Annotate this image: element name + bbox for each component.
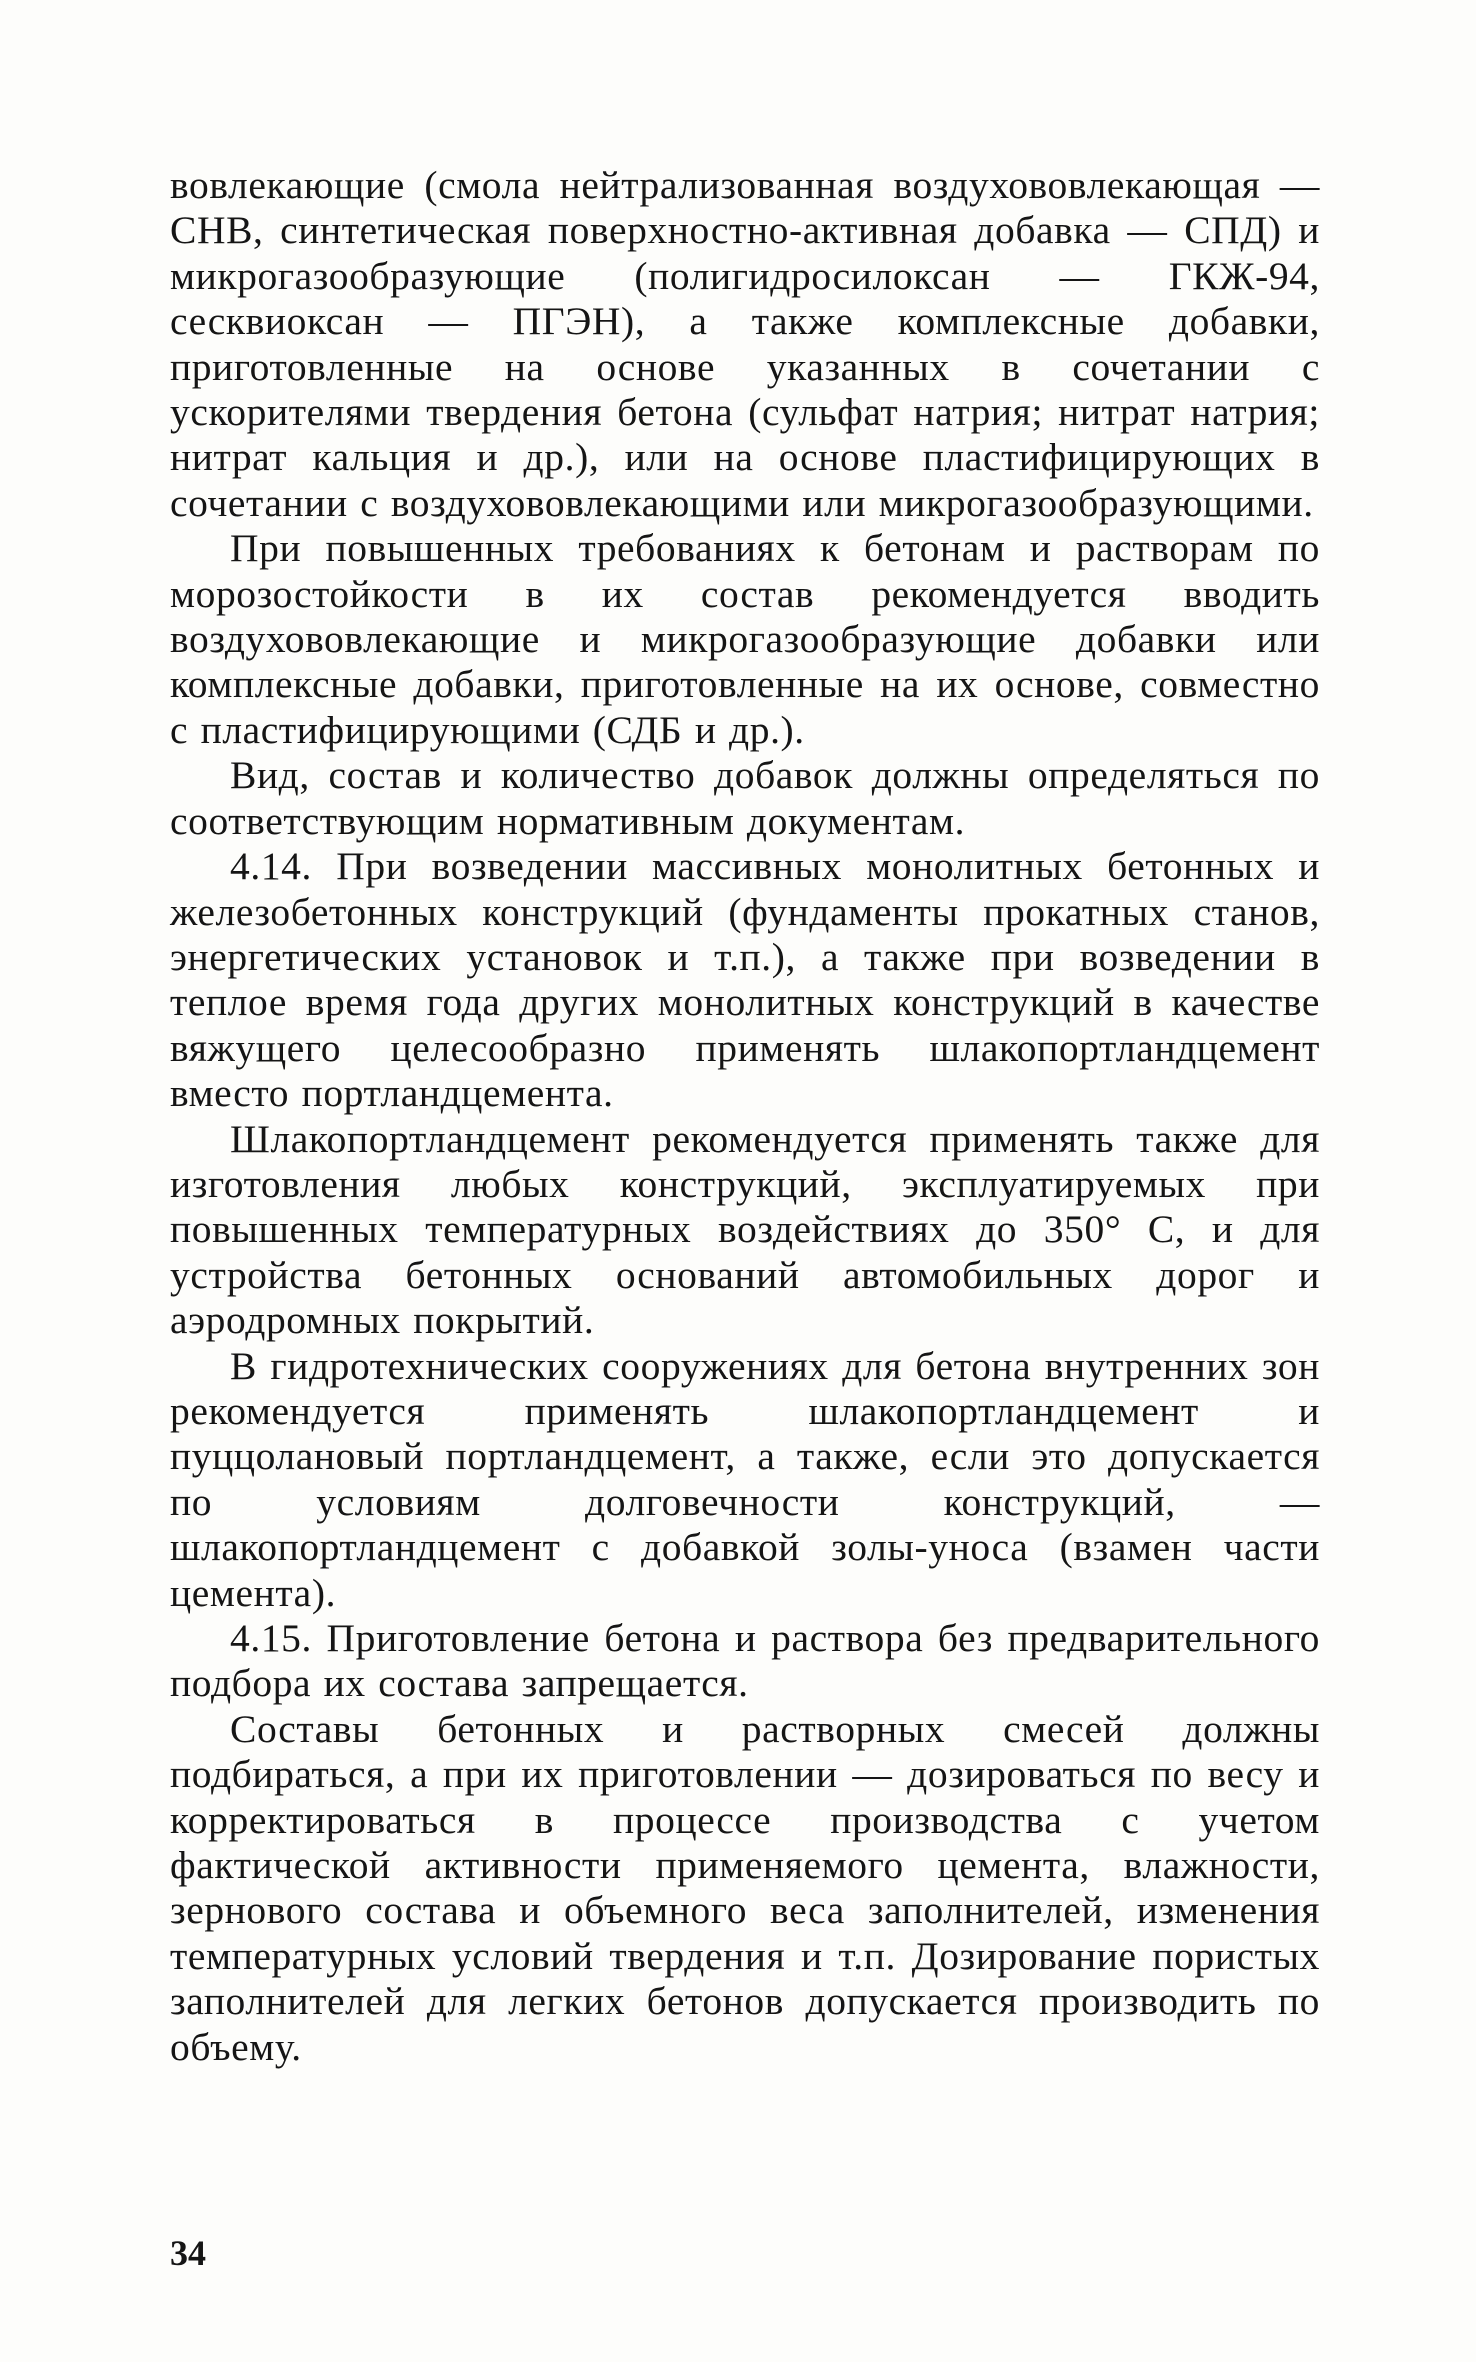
paragraph: Составы бетонных и растворных смесей должны подбираться, а при их приготовлении — дозироваться по весу и корректироваться в процессе производства с учетом фактической активности применяемого цемента, влажности, зернового состава и объемного веса заполнителей, изменения температурных условий твердения и т.п. Дозирование пористых заполнителей для легких бетонов допускается производить по объему. (170, 1706, 1320, 2069)
page-number: 34 (170, 2233, 206, 2273)
paragraph: Шлакопортландцемент рекомендуется применять также для изготовления любых конструкций, эксплуатируемых при повышенных температурных воздействиях до 350° С, и для устройства бетонных оснований автомобильных дорог и аэродромных покрытий. (170, 1116, 1320, 1343)
paragraph: 4.15. Приготовление бетона и раствора без предварительного подбора их состава запрещается. (170, 1616, 1320, 1706)
paragraph: При повышенных требованиях к бетонам и растворам по морозостойкости в их состав рекомендуется вводить воздухововлекающие и микрогазообразующие добавки или комплексные добавки, приготовленные на их основе, совместно с пластифицирующими (СДБ и др.). (170, 526, 1320, 752)
paragraph: В гидротехнических сооружениях для бетона внутренних зон рекомендуется применять шлакопортландцемент и пуццолановый портландцемент, а также, если это допускается по условиям долговечности конструкций, — шлакопортландцемент с добавкой золы-уноса (взамен части цемента). (170, 1343, 1320, 1615)
paragraph: вовлекающие (смола нейтрализованная воздухововлекающая — СНВ, синтетическая поверхностно-активная добавка — СПД) и микрогазообразующие (полигидросилоксан — ГКЖ-94, сесквиоксан — ПГЭН), а также комплексные добавки, приготовленные на основе указанных в сочетании с ускорителями твердения бетона (сульфат натрия; нитрат натрия; нитрат кальция и др.), или на основе пластифицирующих в сочетании с воздухововлекающими или микрогазообразующими. (170, 163, 1320, 525)
paragraph: Вид, состав и количество добавок должны определяться по соответствующим нормативным документам. (170, 753, 1320, 843)
paragraph: 4.14. При возведении массивных монолитных бетонных и железобетонных конструкций (фундаменты прокатных станов, энергетических установок и т.п.), а также при возведении в теплое время года других монолитных конструкций в качестве вяжущего целесообразно применять шлакопортландцемент вместо портландцемента. (170, 844, 1320, 1116)
body-text (170, 163, 1320, 2070)
